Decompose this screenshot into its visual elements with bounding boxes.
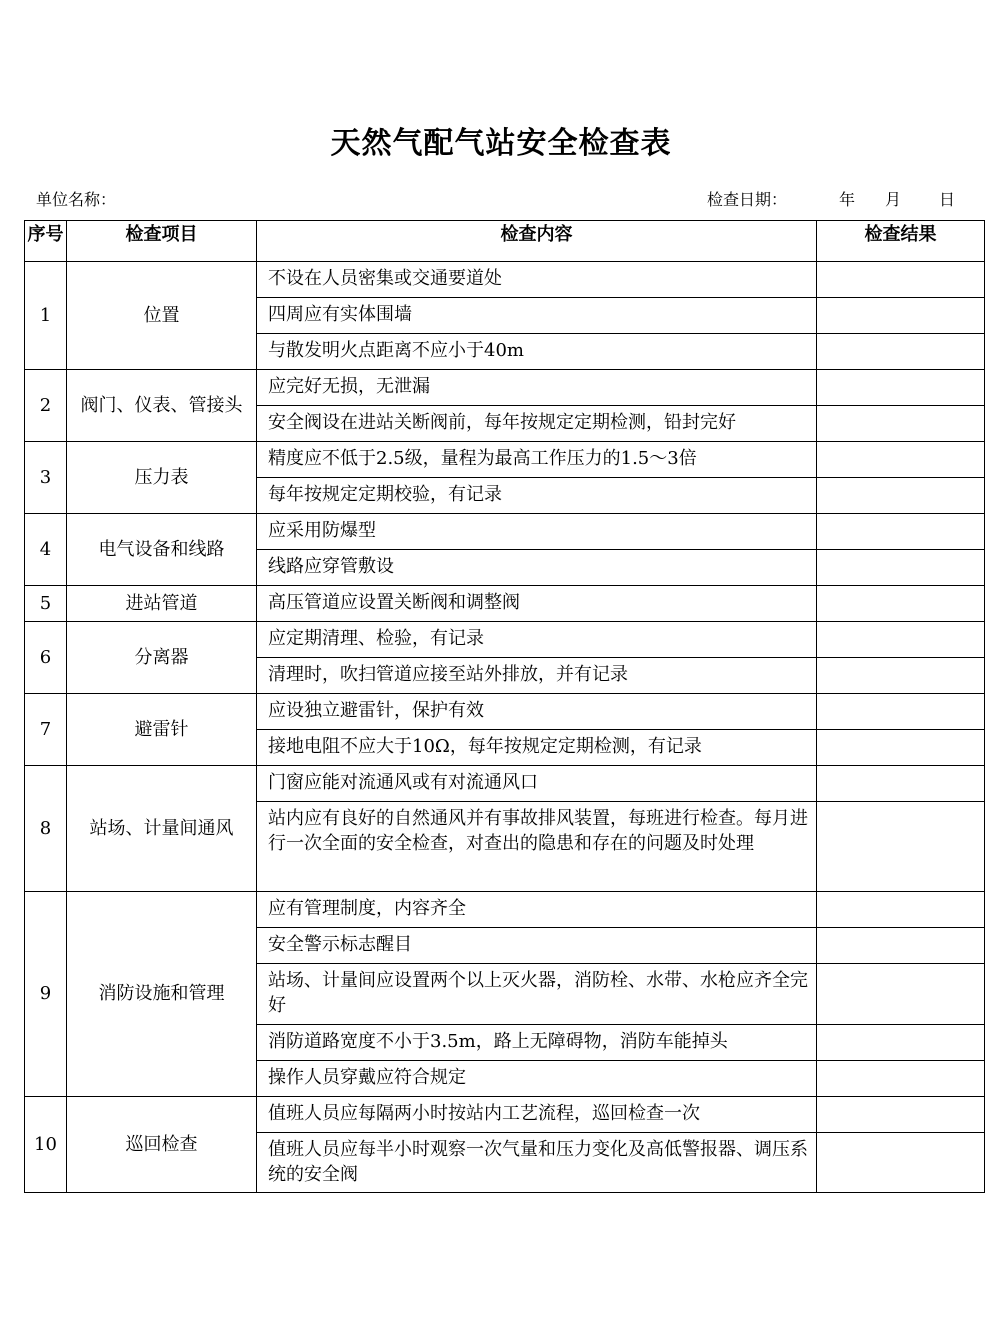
inspection-item: 电气设备和线路 [67,514,257,586]
table-row [25,622,985,658]
inspection-item: 压力表 [67,442,257,514]
table-header-row [25,221,985,262]
inspection-result-cell[interactable] [817,730,985,766]
inspection-result-cell[interactable] [817,766,985,802]
inspection-item: 消防设施和管理 [67,892,257,1097]
inspection-content: 应完好无损，无泄漏 [257,370,817,406]
inspection-result-cell[interactable] [817,262,985,298]
table-row [25,1097,985,1133]
inspection-content: 消防道路宽度不小于3.5m，路上无障碍物，消防车能掉头 [257,1025,817,1061]
header-content: 检查内容 [257,221,817,262]
inspection-result-cell[interactable] [817,478,985,514]
section-number: 7 [25,694,67,766]
table-row [25,586,985,622]
inspection-result-cell[interactable] [817,334,985,370]
inspection-content: 线路应穿管敷设 [257,550,817,586]
inspection-content: 应定期清理、检验，有记录 [257,622,817,658]
inspection-content: 不设在人员密集或交通要道处 [257,262,817,298]
inspection-content: 每年按规定定期校验，有记录 [257,478,817,514]
inspection-result-cell[interactable] [817,586,985,622]
table-row [25,514,985,550]
inspection-content: 值班人员应每半小时观察一次气量和压力变化及高低警报器、调压系统的安全阀 [257,1133,817,1193]
section-number: 10 [25,1097,67,1193]
inspection-result-cell[interactable] [817,964,985,1025]
inspection-item: 分离器 [67,622,257,694]
inspection-content: 接地电阻不应大于10Ω，每年按规定定期检测，有记录 [257,730,817,766]
date-day: 日 [939,190,956,209]
section-number: 5 [25,586,67,622]
inspection-date [707,187,955,210]
inspection-result-cell[interactable] [817,658,985,694]
inspection-result-cell[interactable] [817,1061,985,1097]
inspection-item: 阀门、仪表、管接头 [67,370,257,442]
section-number: 2 [25,370,67,442]
header-result: 检查结果 [817,221,985,262]
inspection-item: 进站管道 [67,586,257,622]
table-row [25,892,985,928]
table-row [25,442,985,478]
inspection-result-cell[interactable] [817,442,985,478]
inspection-content: 清理时，吹扫管道应接至站外排放，并有记录 [257,658,817,694]
inspection-result-cell[interactable] [817,694,985,730]
inspection-content: 应设独立避雷针，保护有效 [257,694,817,730]
inspection-content: 精度应不低于2.5级，量程为最高工作压力的1.5～3倍 [257,442,817,478]
inspection-result-cell[interactable] [817,370,985,406]
table-body [25,262,985,1193]
table-row [25,262,985,298]
inspection-result-cell[interactable] [817,1097,985,1133]
inspection-content: 安全警示标志醒目 [257,928,817,964]
inspection-item: 避雷针 [67,694,257,766]
date-year: 年 [839,190,856,209]
inspection-table [24,220,985,1193]
inspection-result-cell[interactable] [817,514,985,550]
inspection-content: 站内应有良好的自然通风并有事故排风装置，每班进行检查。每月进行一次全面的安全检查，对查出的隐患和存在的问题及时处理 [257,802,817,892]
inspection-result-cell[interactable] [817,1133,985,1193]
inspection-content: 站场、计量间应设置两个以上灭火器，消防栓、水带、水枪应齐全完好 [257,964,817,1025]
section-number: 4 [25,514,67,586]
inspection-result-cell[interactable] [817,550,985,586]
inspection-content: 门窗应能对流通风或有对流通风口 [257,766,817,802]
inspection-result-cell[interactable] [817,802,985,892]
inspection-result-cell[interactable] [817,406,985,442]
inspection-result-cell[interactable] [817,892,985,928]
inspection-content: 安全阀设在进站关断阀前，每年按规定定期检测，铅封完好 [257,406,817,442]
inspection-result-cell[interactable] [817,298,985,334]
inspection-result-cell[interactable] [817,1025,985,1061]
inspection-item: 位置 [67,262,257,370]
inspection-item: 站场、计量间通风 [67,766,257,892]
section-number: 6 [25,622,67,694]
page-title: 天然气配气站安全检查表 [330,126,672,161]
section-number: 9 [25,892,67,1097]
inspection-content: 应采用防爆型 [257,514,817,550]
section-number: 8 [25,766,67,892]
table-row [25,370,985,406]
unit-name-label: 单位名称： [36,190,117,209]
header-no: 序号 [25,221,67,262]
inspection-content: 值班人员应每隔两小时按站内工艺流程，巡回检查一次 [257,1097,817,1133]
inspection-content: 高压管道应设置关断阀和调整阀 [257,586,817,622]
inspection-content: 四周应有实体围墙 [257,298,817,334]
inspection-result-cell[interactable] [817,928,985,964]
section-number: 3 [25,442,67,514]
inspection-item: 巡回检查 [67,1097,257,1193]
header-item: 检查项目 [67,221,257,262]
table-row [25,766,985,802]
date-month: 月 [885,190,902,209]
inspection-content: 操作人员穿戴应符合规定 [257,1061,817,1097]
inspection-result-cell[interactable] [817,622,985,658]
section-number: 1 [25,262,67,370]
date-label: 检查日期： [707,190,788,209]
inspection-content: 应有管理制度，内容齐全 [257,892,817,928]
inspection-content: 与散发明火点距离不应小于40m [257,334,817,370]
table-row [25,694,985,730]
